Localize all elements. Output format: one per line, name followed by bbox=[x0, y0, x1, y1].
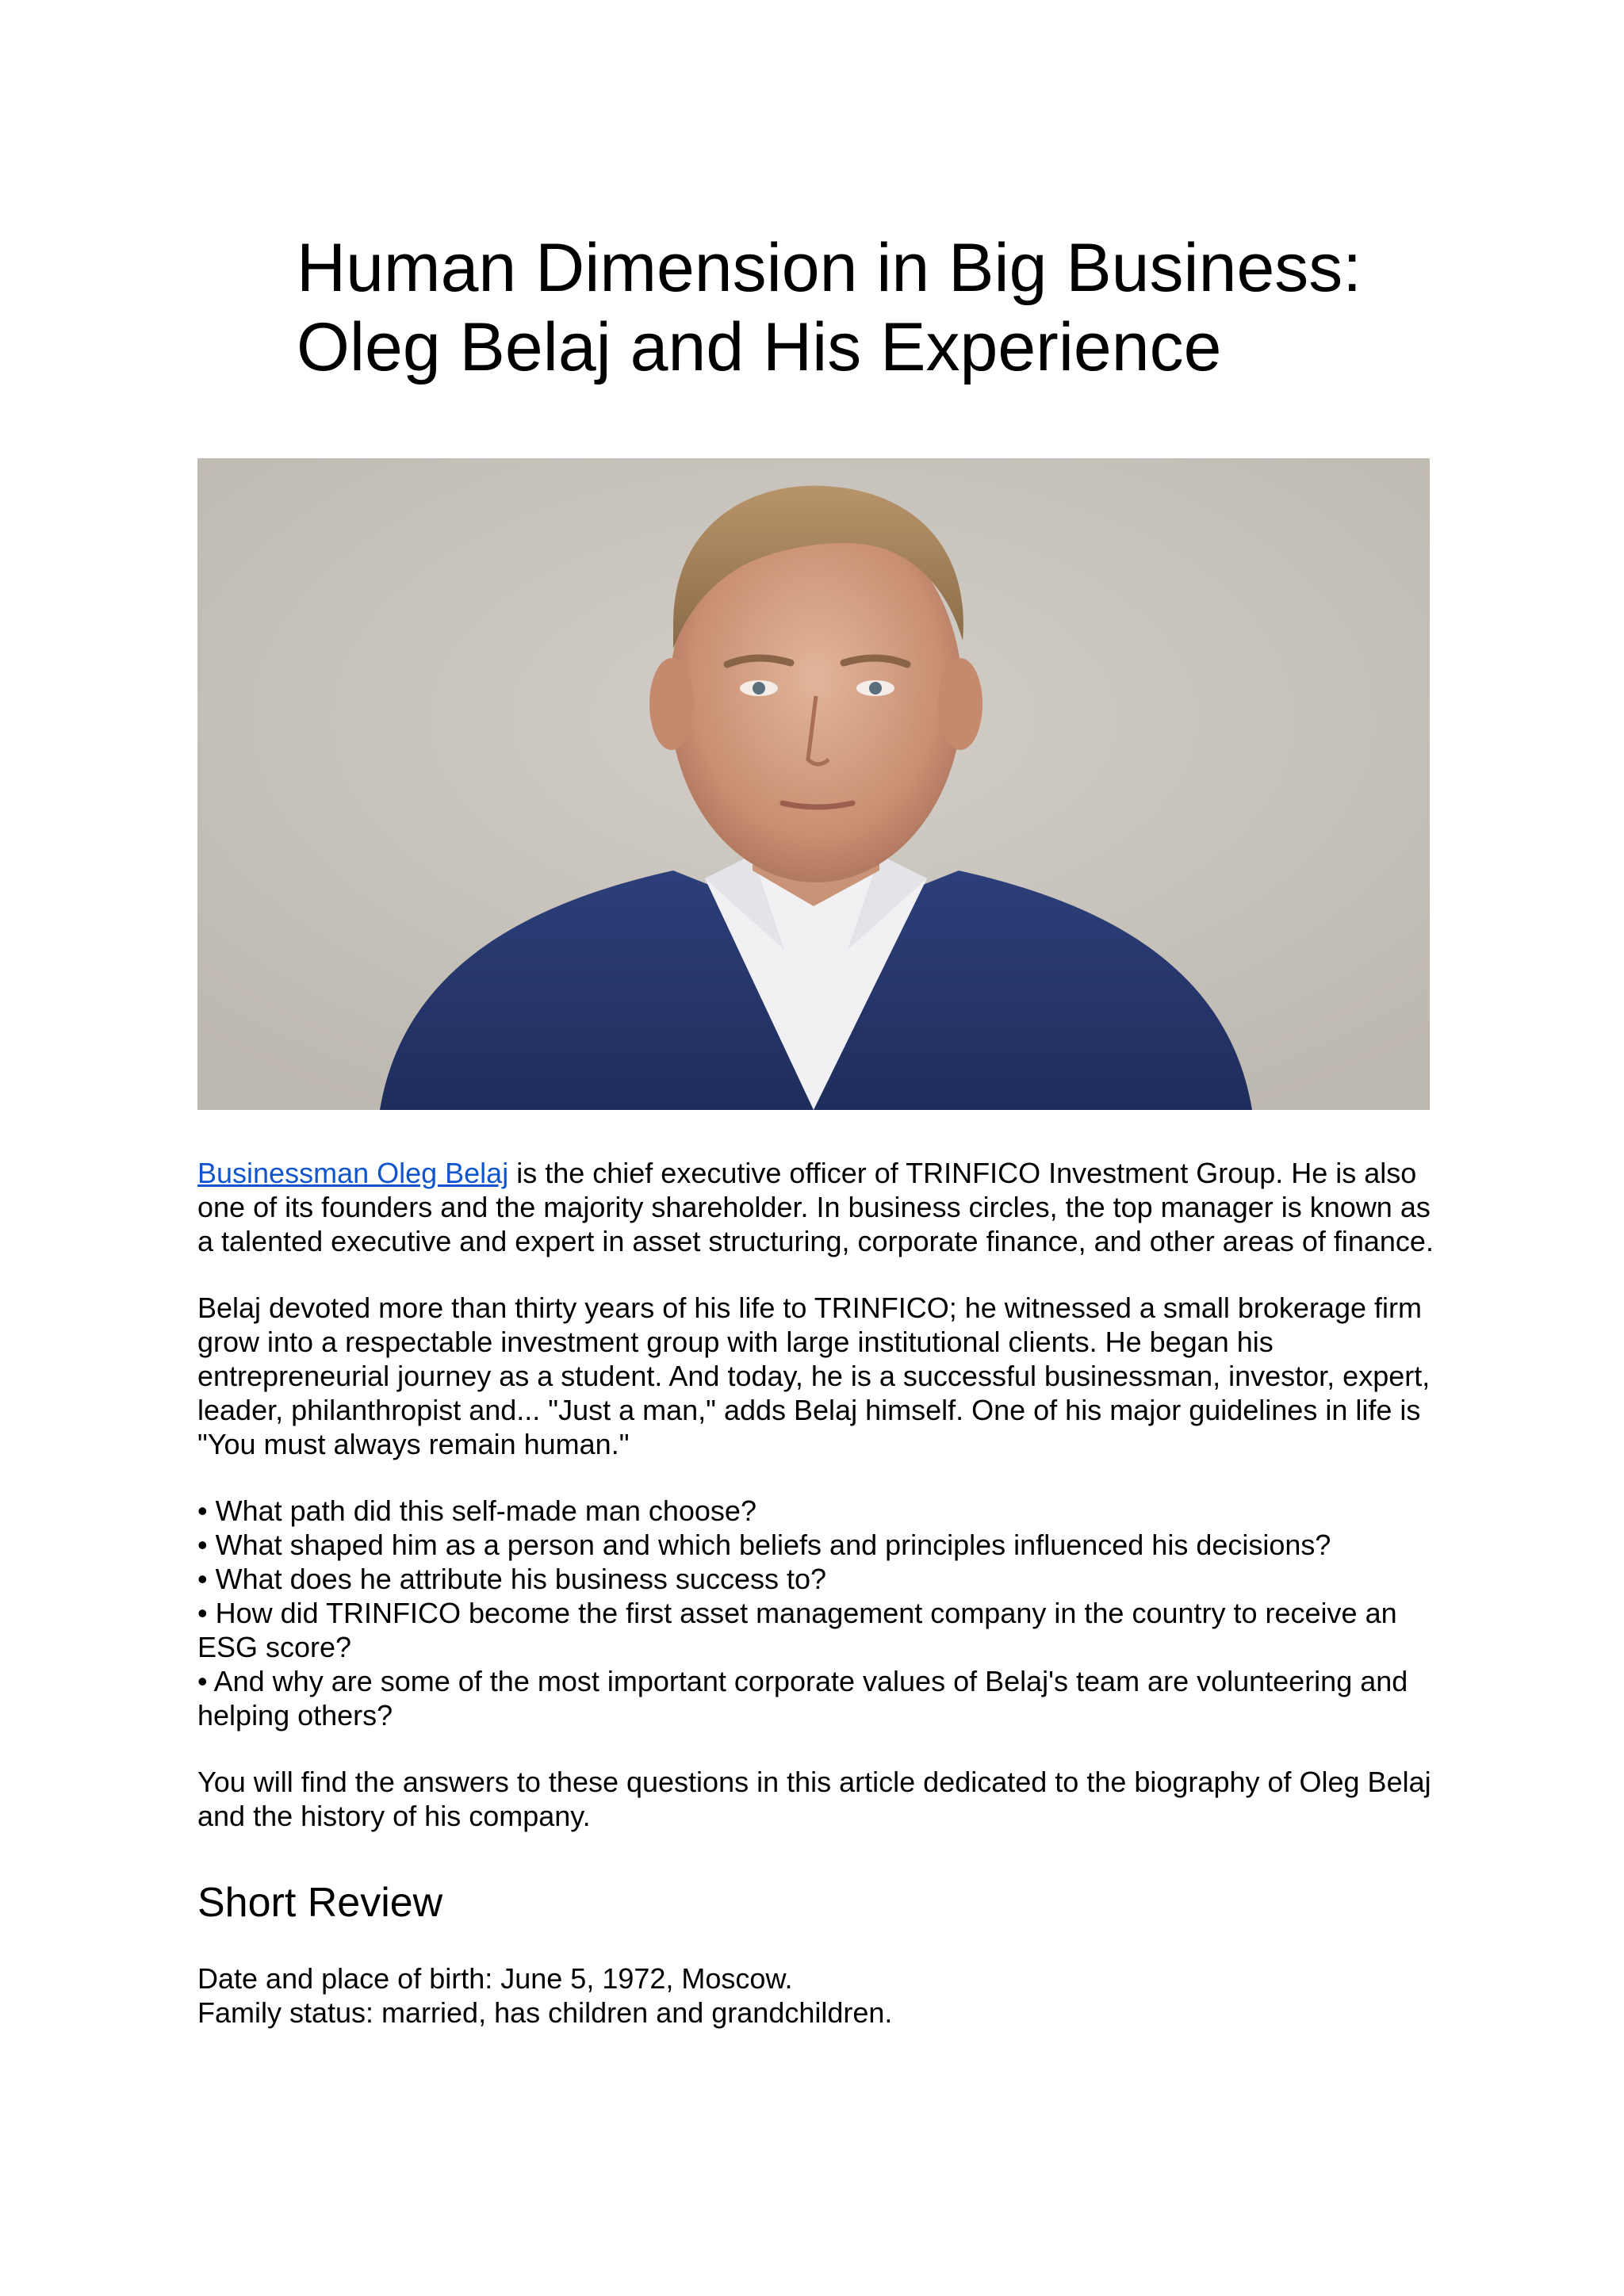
article-title-line-2: Oleg Belaj and His Experience bbox=[297, 309, 1222, 385]
intro-paragraph bbox=[197, 1156, 1434, 1258]
facts-list bbox=[197, 1961, 1434, 2030]
portrait-photo bbox=[197, 458, 1430, 1110]
article-title-line-1: Human Dimension in Big Business: bbox=[297, 230, 1362, 306]
article-title bbox=[297, 228, 1534, 387]
article-body bbox=[197, 1156, 1434, 2030]
questions-list bbox=[197, 1494, 1434, 1732]
question-item: • And why are some of the most important corporate values of Belaj's team are volunteering and helping others? bbox=[197, 1665, 1408, 1732]
question-item: • What does he attribute his business success to? bbox=[197, 1563, 827, 1595]
question-item: • What shaped him as a person and which beliefs and principles influenced his decisions? bbox=[197, 1529, 1331, 1561]
question-item: • What path did this self-made man choose? bbox=[197, 1494, 756, 1527]
fact-family: Family status: married, has children and grandchildren. bbox=[197, 1996, 893, 2029]
answers-paragraph: You will find the answers to these questions in this article dedicated to the biography of Oleg Belaj and the history of his company. bbox=[197, 1766, 1431, 1832]
question-item: • How did TRINFICO become the first asset management company in the country to receive an ESG score? bbox=[197, 1597, 1397, 1663]
intro-text: is the chief executive officer of TRINFICO Investment Group. He is also one of its founders and the majority shareholder. In business circles, the top manager is known as a talented executive and expert in asset structuring, corporate finance, and other areas of finance. bbox=[197, 1157, 1434, 1257]
author-link[interactable]: Businessman Oleg Belaj bbox=[197, 1157, 509, 1189]
fact-birth: Date and place of birth: June 5, 1972, Moscow. bbox=[197, 1962, 793, 1995]
section-heading: Short Review bbox=[197, 1880, 443, 1926]
background-paragraph: Belaj devoted more than thirty years of his life to TRINFICO; he witnessed a small brokerage firm grow into a respectable investment group with large institutional clients. He began his entrepreneurial journey as a student. And today, he is a successful businessman, investor, expert, leader, philanthropist and... "Just a man," adds Belaj himself. One of his major guidelines in life is "You must always remain human." bbox=[197, 1292, 1431, 1460]
